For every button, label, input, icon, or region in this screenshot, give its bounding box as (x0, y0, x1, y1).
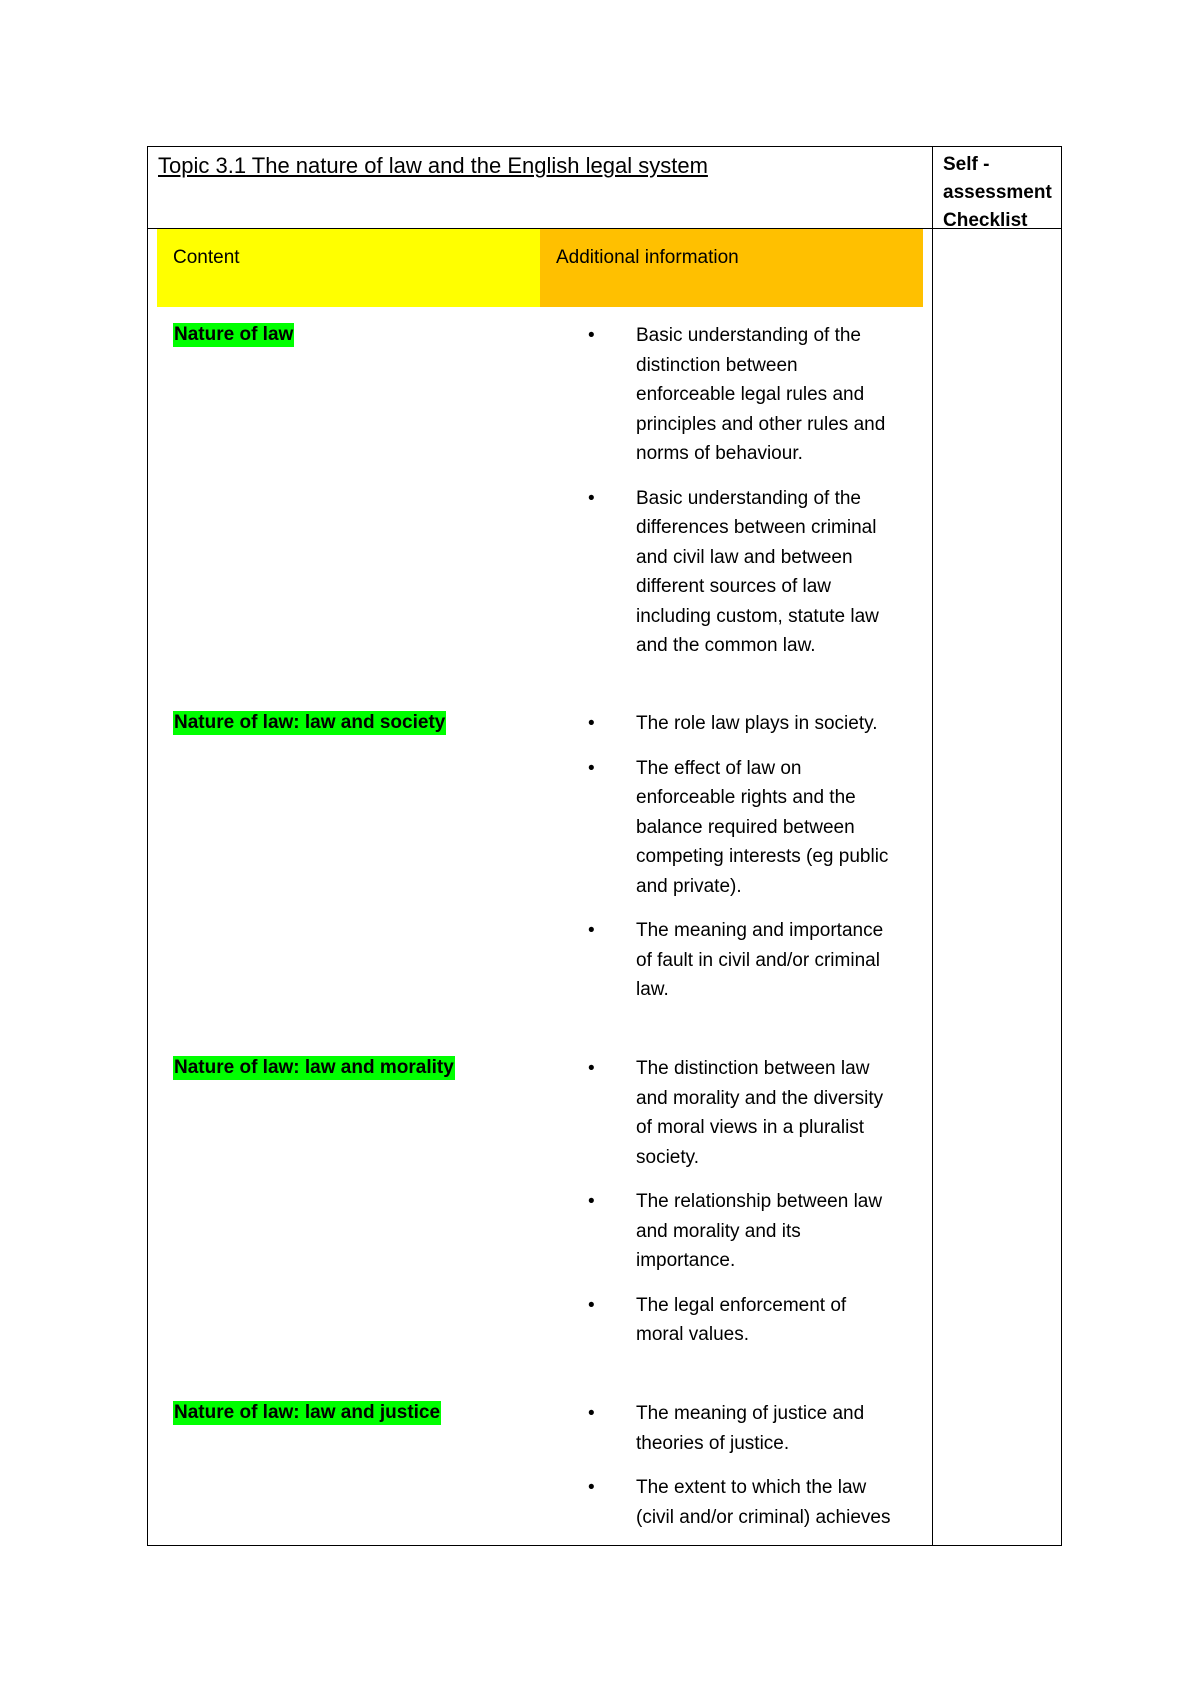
bullet-text: The role law plays in society. (636, 713, 878, 734)
bullet-icon: • (588, 1294, 595, 1316)
bullet-text: The extent to which the law (civil and/or criminal) achieves (636, 1477, 891, 1528)
list-item (588, 709, 898, 739)
additional-info-column-label: Additional information (556, 247, 739, 268)
content-area (148, 229, 933, 1545)
section-bullet-list (588, 1399, 898, 1547)
section-bullet-list (588, 1054, 898, 1365)
list-item (588, 484, 898, 661)
title-cell (148, 147, 933, 229)
section-bullet-list (588, 709, 898, 1020)
bullet-text: The legal enforcement of moral values. (636, 1294, 847, 1345)
additional-info-column-header (540, 229, 923, 307)
section-title: Nature of law: law and society (174, 712, 446, 733)
checklist-column (933, 229, 1061, 1545)
list-item (588, 754, 898, 902)
checklist-header-cell (933, 147, 1061, 229)
list-item (588, 1054, 898, 1172)
list-item (588, 1399, 898, 1458)
bullet-icon: • (588, 1477, 595, 1498)
list-item (588, 1291, 898, 1350)
bullet-text: Basic understanding of the distinction between enforceable legal rules and principles and other rules and norms of behaviour. (636, 325, 886, 464)
bullet-icon: • (588, 920, 595, 941)
bullet-icon: • (588, 487, 595, 509)
list-item (588, 916, 898, 1005)
section-title: Nature of law: law and justice (174, 1402, 441, 1423)
list-item (588, 1187, 898, 1276)
section-title: Nature of law: law and morality (174, 1057, 454, 1078)
section-title: Nature of law (174, 324, 294, 345)
bullet-text: The meaning of justice and theories of justice. (636, 1403, 865, 1454)
bullet-icon: • (588, 325, 595, 346)
topic-table (147, 146, 1062, 1546)
bullet-icon: • (588, 1058, 595, 1079)
bullet-text: The distinction between law and morality and the diversity of moral views in a pluralist society. (636, 1058, 884, 1168)
topic-title: Topic 3.1 The nature of law and the English legal system (158, 153, 708, 178)
content-column-header (157, 229, 540, 307)
bullet-text: The relationship between law and morality and its importance. (636, 1191, 883, 1271)
list-item (588, 1473, 898, 1532)
bullet-text: The meaning and importance of fault in civil and/or criminal law. (636, 920, 884, 1000)
bullet-icon: • (588, 1403, 595, 1424)
section-bullet-list (588, 321, 898, 676)
checklist-label: Self - assessment Checklist (943, 154, 1052, 231)
bullet-icon: • (588, 713, 595, 734)
list-item (588, 321, 898, 469)
bullet-icon: • (588, 757, 595, 779)
bullet-text: The effect of law on enforceable rights and the balance required between competing interests (eg public and private). (636, 757, 889, 897)
content-column-label: Content (173, 247, 240, 268)
bullet-icon: • (588, 1191, 595, 1212)
bullet-text: Basic understanding of the differences between criminal and civil law and between different sources of law including custom, statute law and the common law. (636, 487, 879, 656)
